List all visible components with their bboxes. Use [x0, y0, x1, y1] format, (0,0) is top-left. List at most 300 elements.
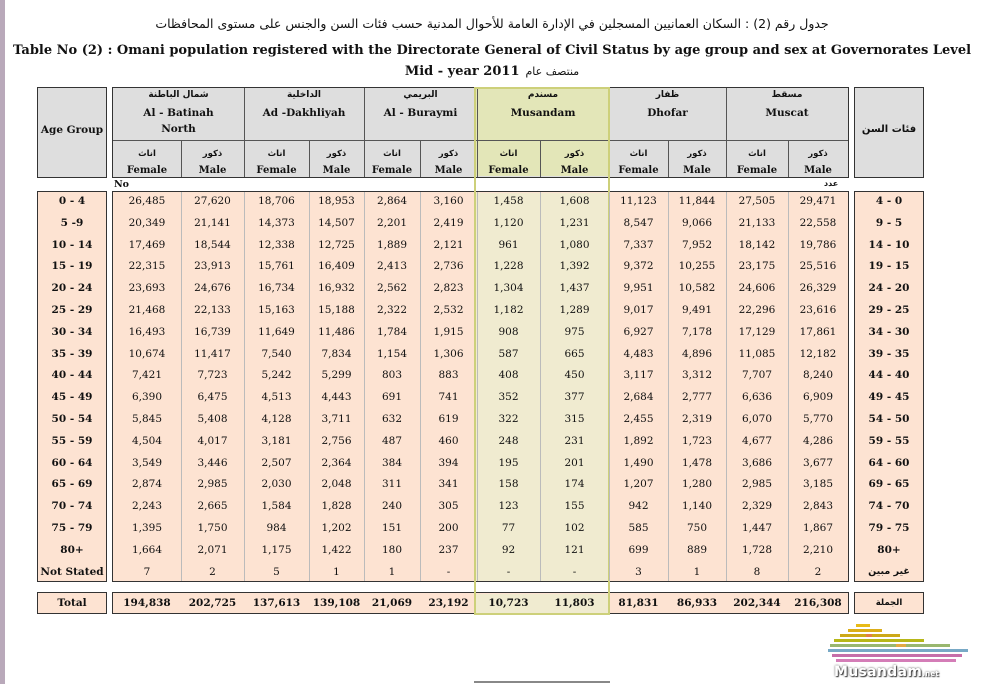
governorate-dhofar-ar: ظفار [655, 90, 680, 100]
table-cell: 9,066 [681, 216, 713, 229]
title-english: Table No (2) : Omani population registered with the Directorate General of Civil Status by age group and sex at Governorates Level [12, 43, 972, 58]
table-cell: 2,665 [197, 500, 228, 513]
total-cell: 216,308 [794, 597, 842, 609]
female-label-ar: اناث [267, 149, 286, 159]
age-group-cell-en: 15 - 19 [51, 260, 93, 273]
table-cell: 1,478 [681, 456, 713, 469]
table-cell: 11,417 [194, 347, 231, 360]
musandam-header-highlight [476, 89, 608, 176]
female-label-en: Female [618, 165, 659, 176]
table-cell: 121 [564, 543, 585, 556]
table-cell: 1,154 [376, 347, 408, 360]
table-cell: 12,338 [258, 238, 295, 251]
table-cell: 2,322 [376, 304, 408, 316]
table-cell: 1,867 [802, 522, 834, 534]
male-label-ar: ذكور [808, 149, 828, 159]
unit-note-ar: عدد [824, 179, 839, 188]
table-cell: 1,447 [741, 522, 773, 534]
age-group-label-en: Age Group [40, 124, 104, 136]
table-cell: 311 [381, 478, 403, 491]
table-cell: 7,723 [197, 369, 228, 382]
table-cell: 7,178 [681, 325, 713, 338]
table-cell: 1,080 [559, 238, 590, 251]
age-group-cell-en: 60 - 64 [51, 456, 93, 469]
table-cell: 1,304 [493, 282, 524, 295]
table-cell: 1,395 [131, 522, 163, 534]
male-label-en: Male [560, 165, 589, 176]
table-cell: 158 [498, 478, 519, 491]
age-group-cell-ar: 14 - 10 [868, 238, 910, 251]
table-cell: 1,784 [376, 325, 408, 338]
table-cell: 4,513 [261, 391, 292, 404]
male-label-en: Male [434, 165, 463, 176]
table-cell: 200 [438, 522, 459, 534]
age-group-cell-en: 75 - 79 [51, 522, 93, 534]
table-cell: 21,133 [738, 216, 776, 229]
table-cell: 8,547 [623, 216, 654, 229]
table-cell: 305 [438, 500, 459, 513]
table-cell: 4,677 [741, 434, 773, 447]
age-group-cell-ar: 19 - 15 [868, 260, 910, 273]
governorate-al-buraymi-en [364, 105, 477, 121]
table-cell: 585 [628, 522, 649, 534]
table-cell: 1,889 [376, 238, 408, 251]
age-group-cell-ar: 29 - 25 [868, 304, 910, 316]
male-label-en: Male [322, 165, 351, 176]
table-cell: 11,123 [620, 195, 657, 207]
table-cell: 2,736 [433, 260, 464, 273]
table-cell: 24,606 [738, 282, 776, 295]
table-cell: 17,469 [128, 238, 166, 251]
title-arabic: جدول رقم (2) : السكان العمانيين المسجلين في الإدارة العامة للأحوال المدنية حسب فئات السن والجنس على مستوى المحافظات [155, 16, 829, 31]
table-cell: 22,315 [128, 260, 166, 273]
table-cell: 4,443 [321, 391, 352, 404]
table-cell: 1,750 [197, 522, 228, 534]
table-cell: 408 [498, 369, 519, 382]
table-cell: 889 [686, 543, 708, 556]
table-cell: - [446, 565, 451, 578]
total-cell: 194,838 [123, 597, 171, 609]
table-cell: 942 [628, 500, 649, 513]
table-cell: 9,951 [623, 282, 654, 295]
table-cell: 665 [564, 347, 585, 360]
age-group-cell-ar: 39 - 35 [868, 347, 910, 360]
table-cell: 16,932 [318, 282, 355, 295]
age-group-cell-ar: 54 - 50 [868, 413, 910, 425]
table-cell: 23,693 [128, 282, 166, 295]
table-cell: 8,240 [802, 369, 834, 382]
table-cell: 1,392 [559, 260, 590, 273]
table-cell: 699 [628, 543, 649, 556]
governorate-ad-dakhliyah-en [244, 105, 364, 121]
table-cell: 15,761 [258, 260, 295, 273]
table-cell: - [506, 565, 511, 578]
table-cell: 174 [564, 478, 585, 491]
table-cell: 151 [381, 522, 403, 534]
table-cell: 487 [381, 434, 403, 447]
table-cell: 1,182 [493, 304, 524, 316]
table-cell: 9,017 [623, 304, 654, 316]
table-cell: 24,676 [194, 282, 231, 295]
table-cell: 2,121 [433, 238, 464, 251]
table-cell: 2,364 [321, 456, 352, 469]
table-cell: 21,141 [194, 216, 231, 229]
table-cell: 632 [381, 413, 403, 425]
total-cell: 202,725 [188, 597, 237, 609]
table-cell: 883 [438, 369, 459, 382]
table-cell: 2,030 [261, 478, 292, 491]
table-cell: 2,985 [197, 478, 228, 491]
table-cell: 1,437 [559, 282, 590, 295]
age-group-cell-en: 35 - 39 [51, 347, 93, 360]
total-cell: 202,344 [733, 597, 781, 609]
age-group-label-ar: فئات السن [861, 124, 917, 135]
table-cell: 2,864 [376, 195, 408, 207]
table-cell: 1,728 [741, 543, 773, 556]
age-group-cell-ar: 64 - 60 [868, 456, 910, 469]
table-cell: 1,120 [493, 216, 524, 229]
table-cell: 2,756 [321, 434, 352, 447]
table-cell: 1,175 [261, 543, 292, 556]
age-group-cell-en: 30 - 34 [51, 325, 93, 338]
table-cell: 4,896 [681, 347, 713, 360]
table-cell: 6,070 [741, 413, 773, 425]
table-cell: 7,834 [321, 347, 352, 360]
table-cell: 248 [498, 434, 519, 447]
table-cell: 22,558 [799, 216, 837, 229]
table-cell: 1,584 [261, 500, 292, 513]
table-cell: - [572, 565, 577, 578]
age-group-cell-en: 0 - 4 [58, 195, 86, 207]
table-cell: 27,505 [738, 195, 776, 207]
table-cell: 6,636 [741, 391, 773, 404]
age-group-cell-en: Not Stated [40, 565, 104, 578]
subtitle-arabic: منتصف عام [525, 65, 580, 78]
table-cell: 352 [498, 391, 519, 404]
male-label-ar: ذكور [438, 149, 459, 159]
age-group-cell-en: 5 -9 [60, 216, 84, 229]
female-label-ar: اناث [499, 149, 518, 159]
table-cell: 5,770 [802, 413, 834, 425]
table-cell: 5,845 [131, 413, 163, 425]
table-cell: 15,163 [258, 304, 295, 316]
age-group-cell-ar: 74 - 70 [868, 500, 910, 513]
male-label-en: Male [198, 165, 227, 176]
table-cell: 803 [381, 369, 403, 382]
age-group-cell-ar: 59 - 55 [868, 434, 910, 447]
table-cell: 2,777 [681, 391, 713, 404]
table-cell: 908 [498, 325, 519, 338]
table-cell: 7,540 [261, 347, 292, 360]
age-group-cell-ar: 44 - 40 [868, 369, 910, 382]
table-cell: 984 [266, 522, 287, 534]
age-group-cell-ar: 49 - 45 [868, 391, 910, 404]
table-cell: 240 [381, 500, 403, 513]
table-cell: 587 [498, 347, 519, 360]
table-cell: 2,455 [623, 413, 654, 425]
table-cell: 3,686 [741, 456, 773, 469]
female-label-en: Female [736, 165, 778, 176]
table-cell: 19,786 [799, 238, 837, 251]
table-cell: 2,243 [131, 500, 163, 513]
table-cell: 1,207 [623, 478, 654, 491]
table-cell: 11,486 [318, 325, 355, 338]
age-group-cell-en: 70 - 74 [51, 500, 93, 513]
total-cell: 139,108 [312, 597, 361, 609]
table-cell: 2,823 [433, 282, 464, 295]
table-cell: 975 [564, 325, 585, 338]
table-cell: 12,725 [318, 238, 355, 251]
table-cell: 4,483 [623, 347, 654, 360]
governorate-name-line1: Al - Batinah [143, 107, 214, 119]
table-cell: 11,649 [258, 325, 295, 338]
table-cell: 6,475 [197, 391, 228, 404]
table-cell: 2,329 [741, 500, 773, 513]
table-cell: 1,664 [131, 543, 163, 556]
age-group-cell-ar: 79 - 75 [868, 522, 910, 534]
total-label-ar: الجملة [875, 598, 903, 608]
table-cell: 1,422 [321, 543, 352, 556]
table-cell: 4,286 [802, 434, 834, 447]
age-group-cell-en: 45 - 49 [51, 391, 93, 404]
total-label-en: Total [57, 597, 87, 609]
table-cell: 22,133 [194, 304, 231, 316]
age-group-cell-en: 55 - 59 [51, 434, 93, 447]
male-label-ar: ذكور [202, 149, 223, 159]
male-label-en: Male [804, 165, 832, 176]
total-cell: 11,803 [554, 597, 595, 609]
total-cell: 21,069 [371, 597, 413, 609]
age-group-cell-en: 10 - 14 [51, 238, 93, 251]
table-cell: 5,299 [321, 369, 352, 382]
female-label-en: Female [126, 165, 168, 176]
table-cell: 25,516 [799, 260, 837, 273]
table-cell: 1 [693, 565, 701, 578]
table-cell: 3,185 [802, 478, 834, 491]
table-cell: 1,280 [681, 478, 713, 491]
table-cell: 6,390 [131, 391, 163, 404]
table-cell: 14,507 [318, 216, 355, 229]
governorate-dhofar-en [609, 105, 726, 121]
table-cell: 17,129 [738, 325, 776, 338]
age-group-cell-en: 40 - 44 [51, 369, 93, 382]
governorate-name-line1: Dhofar [647, 107, 688, 119]
table-cell: 2,532 [433, 304, 464, 316]
age-group-cell-ar: 4 - 0 [875, 195, 903, 207]
table-cell: 1 [333, 565, 340, 578]
table-cell: 29,471 [799, 195, 837, 207]
table-cell: 102 [564, 522, 585, 534]
table-cell: 92 [501, 543, 516, 556]
governorate-muscat-ar: مسقط [771, 90, 803, 100]
table-cell: 11,844 [678, 195, 716, 207]
table-cell: 1,490 [623, 456, 654, 469]
table-cell: 180 [381, 543, 403, 556]
table-cell: 10,582 [678, 282, 716, 295]
total-cell: 86,933 [676, 597, 718, 609]
male-label-en: Male [683, 165, 711, 176]
table-cell: 3,160 [433, 195, 464, 207]
table-cell: 7,337 [623, 238, 654, 251]
table-cell: 315 [564, 413, 585, 425]
table-cell: 26,329 [799, 282, 837, 295]
table-cell: 21,468 [128, 304, 166, 316]
table-cell: 10,674 [128, 347, 166, 360]
table-cell: 18,706 [258, 195, 295, 207]
governorate-name-line1: Muscat [765, 107, 809, 119]
female-label-ar: اناث [138, 149, 156, 159]
total-cell: 10,723 [488, 597, 529, 609]
table-cell: 5,408 [197, 413, 228, 425]
table-cell: 231 [564, 434, 585, 447]
table-cell: 7,952 [681, 238, 713, 251]
table-cell: 14,373 [258, 216, 295, 229]
table-cell: 1,306 [433, 347, 464, 360]
subtitle [0, 64, 984, 79]
female-label-en: Female [256, 165, 297, 176]
table-cell: 1,228 [493, 260, 524, 273]
table-cell: 750 [686, 522, 708, 534]
table-cell: 17,861 [799, 325, 837, 338]
table-cell: 1,289 [559, 304, 590, 316]
table-cell: 3,312 [681, 369, 713, 382]
table-cell: 2,843 [802, 500, 834, 513]
male-label-ar: ذكور [564, 149, 585, 159]
female-label-ar: اناث [629, 149, 648, 159]
table-cell: 26,485 [128, 195, 166, 207]
table-cell: 1 [388, 565, 396, 578]
unit-note-en: No [114, 179, 130, 190]
table-cell: 195 [498, 456, 519, 469]
age-group-cell-en: 80+ [60, 543, 84, 556]
table-cell: 2,985 [741, 478, 773, 491]
table-cell: 3 [635, 565, 642, 578]
subtitle-english: Mid - year 2011 [404, 64, 520, 79]
table-cell: 6,909 [802, 391, 834, 404]
age-group-cell-en: 25 - 29 [51, 304, 93, 316]
table-cell: 16,739 [194, 325, 231, 338]
table-cell: 18,953 [318, 195, 355, 207]
table-cell: 23,175 [738, 260, 776, 273]
table-cell: 1,608 [559, 195, 590, 207]
table-cell: 961 [498, 238, 519, 251]
table-cell: 2,201 [376, 216, 408, 229]
table-cell: 3,677 [802, 456, 834, 469]
table-cell: 3,117 [623, 369, 654, 382]
table-cell: 5 [273, 565, 280, 578]
page-edge-strip [0, 0, 5, 684]
table-cell: 123 [498, 500, 519, 513]
table-cell: 1,140 [681, 500, 713, 513]
table-cell: 2 [209, 565, 216, 578]
governorate-name-line1: Al - Buraymi [383, 107, 458, 119]
table-cell: 1,915 [433, 325, 464, 338]
governorate-musandam-ar: مسندم [527, 90, 559, 100]
governorate-al-buraymi-ar: البريمي [403, 90, 438, 100]
table-cell: 691 [381, 391, 403, 404]
table-cell: 77 [501, 522, 516, 534]
governorate-musandam-en [477, 105, 609, 121]
table-cell: 377 [564, 391, 585, 404]
table-cell: 2 [814, 565, 822, 578]
table-cell: 20,349 [128, 216, 166, 229]
table-cell: 16,734 [258, 282, 295, 295]
table-cell: 23,913 [194, 260, 231, 273]
total-cell: 81,831 [618, 597, 659, 609]
governorate-name-line1: Ad -Dakhliyah [262, 107, 346, 119]
table-cell: 1,458 [493, 195, 524, 207]
table-cell: 450 [564, 369, 585, 382]
table-cell: 2,562 [376, 282, 408, 295]
table-cell: 18,544 [194, 238, 231, 251]
age-group-cell-ar: غير مبين [868, 565, 910, 577]
table-cell: 2,413 [376, 260, 408, 273]
female-label-ar: اناث [748, 149, 766, 159]
table-cell: 2,419 [433, 216, 464, 229]
table-cell: 1,828 [321, 500, 352, 513]
age-group-cell-en: 50 - 54 [51, 413, 93, 425]
table-cell: 7,707 [741, 369, 773, 382]
table-cell: 201 [564, 456, 585, 469]
table-cell: 2,874 [131, 478, 163, 491]
table-cell: 2,210 [802, 543, 834, 556]
total-cell: 23,192 [428, 597, 469, 609]
table-cell: 1,231 [559, 216, 590, 229]
table-cell: 2,507 [261, 456, 292, 469]
age-group-cell-ar: 80+ [877, 543, 901, 556]
table-cell: 3,181 [261, 434, 292, 447]
female-label-en: Female [371, 165, 413, 176]
table-cell: 322 [498, 413, 519, 425]
governorate-name-line1: Musandam [510, 107, 576, 119]
governorate-muscat-en [726, 105, 848, 121]
table-cell: 384 [381, 456, 403, 469]
table-cell: 23,616 [799, 304, 837, 316]
table-cell: 16,409 [318, 260, 355, 273]
age-group-cell-ar: 24 - 20 [868, 282, 910, 295]
table-cell: 9,372 [623, 260, 654, 273]
table-cell: 394 [438, 456, 459, 469]
table-cell: 3,446 [197, 456, 228, 469]
table-cell: 741 [438, 391, 459, 404]
male-label-ar: ذكور [687, 149, 707, 159]
bottom-rule [474, 681, 610, 683]
table-cell: 8 [753, 565, 761, 578]
table-cell: 11,085 [738, 347, 776, 360]
table-cell: 460 [438, 434, 459, 447]
table-cell: 1,202 [321, 522, 352, 534]
table-cell: 7 [143, 565, 151, 578]
age-group-cell-ar: 9 - 5 [875, 216, 903, 229]
table-cell: 27,620 [194, 195, 231, 207]
governorate-name-line2: North [161, 123, 196, 135]
table-cell: 10,255 [678, 260, 716, 273]
table-cell: 7,421 [131, 369, 163, 382]
table-cell: 9,491 [681, 304, 713, 316]
table-cell: 3,549 [131, 456, 163, 469]
table-cell: 1,892 [623, 434, 654, 447]
age-group-cell-ar: 69 - 65 [868, 478, 910, 491]
age-group-cell-ar: 34 - 30 [868, 325, 910, 338]
table-cell: 341 [438, 478, 459, 491]
table-cell: 12,182 [799, 347, 837, 360]
logo-text: Musandam [834, 664, 923, 680]
table-cell: 6,927 [623, 325, 654, 338]
governorate-al-batinah-north-en [113, 105, 244, 137]
logo-suffix: .net [922, 670, 940, 678]
female-label-ar: اناث [383, 149, 401, 159]
table-cell: 1,723 [681, 434, 713, 447]
